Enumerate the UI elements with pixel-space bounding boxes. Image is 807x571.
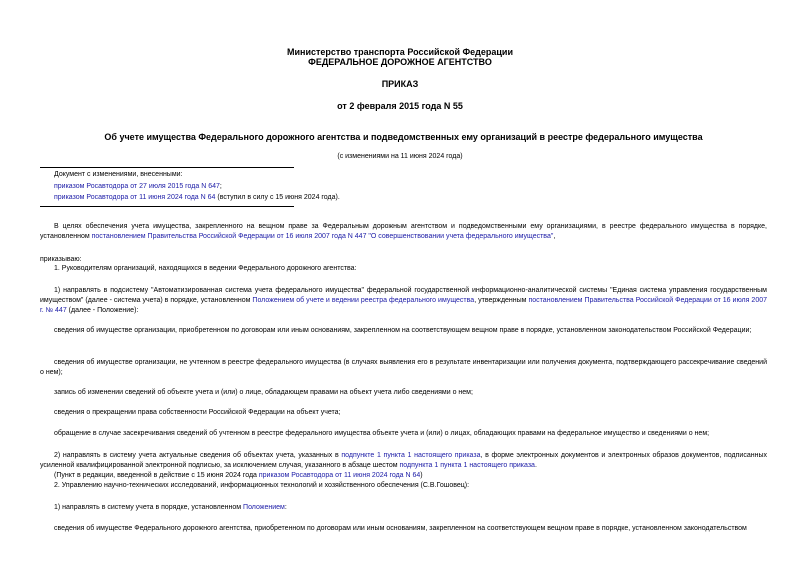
government-decree-link[interactable]: постановлением Правительства Российской Федерации от 16 июля 2007 г. № 447 (40, 297, 767, 314)
changes-bottom-rule (40, 206, 294, 207)
document-type: ПРИКАЗ (381, 79, 419, 89)
revision-note: (с изменениями на 11 июня 2024 года) (337, 153, 463, 160)
subparagraph-link-1[interactable]: подпункте 1 пункта 1 настоящего приказа (341, 452, 481, 459)
item-c: запись об изменении сведений об объекте учета и (или) о лице, обладающем правами на объект учета либо сведениями о нем; (54, 389, 473, 396)
ministry-name: Министерство транспорта Российской Федерации (287, 47, 513, 57)
item-b: сведения об имуществе организации, не учтенном в реестре федерального имущества (в случаях выявления его в результате инвентаризации или получения документа, подтверждающего рассекречивание сведений о нем); (40, 359, 767, 376)
paragraph-1-2: 2) направлять в систему учета актуальные сведения об объектах учета, указанных в подпункте 1 пункта 1 настоящего приказа, в форме электронных документов и электронных образов документов, подписанных усиленной квалифицированной электронной подписью, за исключением случая, указанного в абзаце шестом подпункта 1 пункта 1 настоящего приказа. (40, 452, 767, 469)
changes-item-2: приказом Росавтодора от 11 июня 2024 года N 64 (вступил в силу с 15 июня 2024 года). (54, 194, 340, 201)
regulation-short-link[interactable]: Положением (243, 504, 285, 511)
order-word: приказываю: (40, 256, 82, 263)
item-e: обращение в случае засекречивания сведений об учтенном в реестре федерального имущества объекте учета и (или) о лицах, обладающих правами на федеральное имущество и сведениями о нем; (54, 430, 710, 437)
paragraph-1: 1. Руководителям организаций, находящихся в ведении Федерального дорожного агентства: (54, 265, 357, 272)
regulation-link[interactable]: Положением об учете и ведении реестра федерального имущества (252, 297, 475, 304)
paragraph-1-1: 1) направлять в подсистему "Автоматизированная система учета федерального имущества" федеральной государственной информационно-аналитической системы "Единая система управления государственным имуществом" (далее - система учета) в порядке, установленном Положением об учете и ведении реестра федерального имущества, утвержденным постановлением Правительства Российской Федерации от 16 июля 2007 г. № 447 (далее - Положение): (40, 287, 767, 314)
document-date-number: от 2 февраля 2015 года N 55 (337, 101, 463, 111)
paragraph-1-2-note: (Пункт в редакции, введенной в действие с 15 июня 2024 года приказом Росавтодора от 11 июня 2024 года N 64) (54, 472, 423, 479)
changes-link-2[interactable]: приказом Росавтодора от 11 июня 2024 года N 64 (54, 194, 216, 201)
preamble: В целях обеспечения учета имущества, закрепленного на вещном праве за Федеральным дорожным агентством и подведомственными ему организациями, в реестре федерального имущества в порядке, установленном постановлением Правительства Российской Федерации от 16 июля 2007 года N 447 "О совершенствовании учета федерального имущества", (40, 223, 767, 240)
changes-item-1: приказом Росавтодора от 27 июля 2015 года N 647; (54, 183, 222, 190)
preamble-link[interactable]: постановлением Правительства Российской Федерации от 16 июля 2007 года N 447 "О совершенствовании учета федерального имущества" (91, 233, 554, 240)
document-title: Об учете имущества Федерального дорожного агентства и подведомственных ему организаций в реестре федерального имущества (104, 132, 703, 142)
amendment-link[interactable]: приказом Росавтодора от 11 июня 2024 года N 64 (258, 472, 421, 479)
paragraph-2-1: 1) направлять в систему учета в порядке, установленном Положением: (54, 504, 287, 511)
item-d: сведения о прекращении права собственности Российской Федерации на объект учета; (54, 409, 341, 416)
changes-top-rule (40, 167, 294, 168)
changes-link-1[interactable]: приказом Росавтодора от 27 июля 2015 года N 647 (54, 183, 220, 190)
subparagraph-link-2[interactable]: подпункта 1 пункта 1 настоящего приказа (399, 462, 535, 469)
last-paragraph: сведения об имуществе Федерального дорожного агентства, приобретенном по договорам или иным основаниям, закрепленном на соответствующем вещном праве в порядке, установленном законодательством (54, 525, 747, 532)
paragraph-2: 2. Управлению научно-технических исследований, информационных технологий и хозяйственного обеспечения (С.В.Гошовец): (54, 482, 470, 489)
changes-caption: Документ с изменениями, внесенными: (54, 171, 183, 178)
item-a: сведения об имуществе организации, приобретенном по договорам или иным основаниям, закрепленном на соответствующем вещном праве в порядке, установленном законодательством Российской Федерации; (54, 327, 752, 334)
agency-name: ФЕДЕРАЛЬНОЕ ДОРОЖНОЕ АГЕНТСТВО (308, 57, 492, 67)
